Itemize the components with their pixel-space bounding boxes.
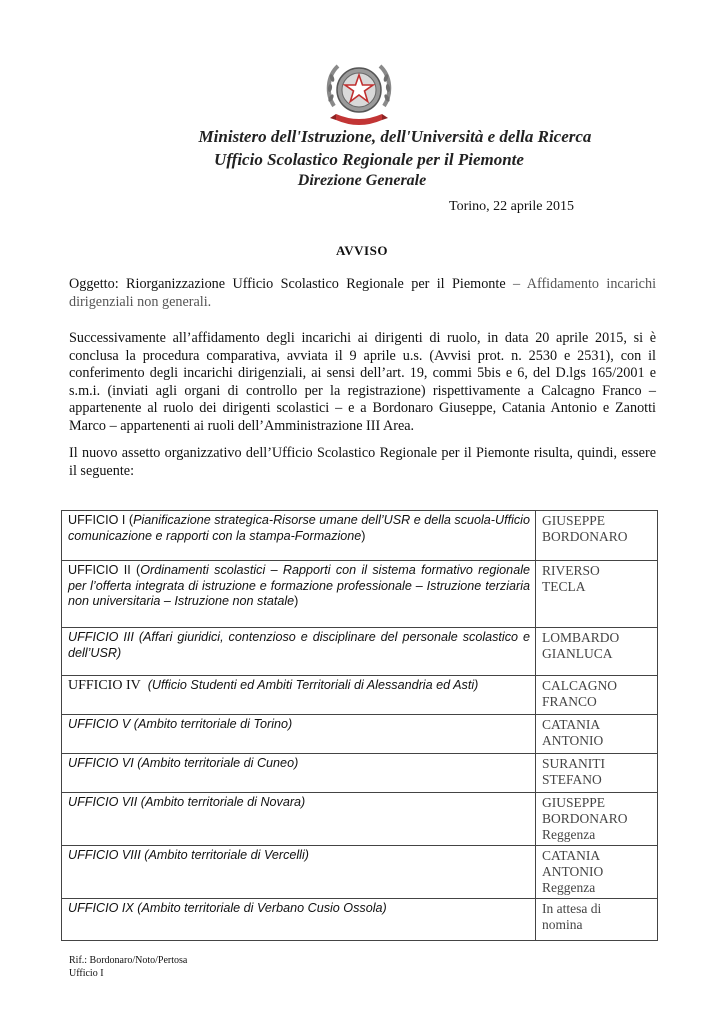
office-head: CATANIA ANTONIO	[536, 715, 658, 754]
office-scope: (Ambito territoriale di Cuneo)	[137, 756, 299, 770]
office-head: LOMBARDO GIANLUCA	[536, 628, 658, 676]
office-scope: (Ufficio Studenti ed Ambiti Territoriali di Alessandria ed Asti)	[147, 678, 479, 692]
office-head: RIVERSO TECLA	[536, 561, 658, 628]
office-description	[62, 676, 536, 715]
ministry-heading: Ministero dell'Istruzione, dell'Università e della Ricerca	[198, 127, 592, 146]
office-description: UFFICIO I (Pianificazione strategica-Risorse umane dell’USR e della scuola-Ufficio comunicazione e rapporti con la stampa-Formazione)	[62, 511, 536, 561]
table-row	[62, 511, 658, 561]
office-name: UFFICIO V	[68, 717, 131, 731]
office-head: CATANIA ANTONIO Reggenza	[536, 846, 658, 899]
table-row	[62, 899, 658, 941]
office-scope: (Ambito territoriale di Novara)	[140, 795, 306, 809]
offices-table	[61, 510, 658, 941]
table-row	[62, 715, 658, 754]
office-name: UFFICIO IV	[68, 678, 141, 693]
office-name: UFFICIO VI	[68, 756, 134, 770]
direction-heading: Direzione Generale	[297, 172, 427, 189]
table-row	[62, 628, 658, 676]
table-row	[62, 846, 658, 899]
office-description	[62, 846, 536, 899]
office-name: UFFICIO VII	[68, 795, 138, 809]
table-row	[62, 754, 658, 793]
document-date: Torino, 22 aprile 2015	[449, 199, 574, 214]
table-row	[62, 561, 658, 628]
table-row	[62, 793, 658, 846]
office-name: UFFICIO II	[68, 563, 131, 577]
body-paragraph-2: Il nuovo assetto organizzativo dell’Ufficio Scolastico Regionale per il Piemonte risulta, quindi, essere il seguente:	[69, 445, 656, 479]
office-name: UFFICIO VIII	[68, 848, 141, 862]
office-name: UFFICIO IX	[68, 901, 134, 915]
office-name: UFFICIO III	[68, 630, 134, 644]
office-scope: (Ambito territoriale di Vercelli)	[144, 848, 309, 862]
office-description	[62, 628, 536, 676]
office-description	[62, 754, 536, 793]
office-scope: Ordinamenti scolastici – Rapporti con il sistema formativo regionale per l’offerta integrata di istruzione e formazione professionale – Istruzione terziaria non universitaria – Istruzione non statale	[68, 563, 530, 608]
office-scope: Pianificazione strategica-Risorse umane dell’USR e della scuola-Ufficio comunicazione e rapporti con la stampa-Formazione	[68, 513, 530, 543]
office-head: In attesa di nomina	[536, 899, 658, 941]
office-name: UFFICIO I	[68, 513, 126, 527]
office-heading: Ufficio Scolastico Regionale per il Piemonte	[214, 150, 524, 169]
table-row	[62, 676, 658, 715]
italian-republic-emblem-icon	[322, 58, 396, 130]
subject-lead: Oggetto: Riorganizzazione Ufficio Scolastico Regionale per il Piemonte	[69, 276, 506, 292]
footer	[69, 954, 187, 980]
footer-reference: Rif.: Bordonaro/Noto/Pertosa	[69, 955, 188, 966]
office-description: UFFICIO II (Ordinamenti scolastici – Rapporti con il sistema formativo regionale per l’offerta integrata di istruzione e formazione professionale – Istruzione terziaria non universitaria – Istruzione non statale)	[62, 561, 536, 628]
subject-rest: – Affidamento incarichi dirigenziali non generali.	[69, 276, 657, 310]
office-scope: (Ambito territoriale di Verbano Cusio Ossola)	[137, 901, 387, 915]
subject-paragraph	[69, 276, 656, 311]
footer-office: Ufficio I	[69, 968, 104, 979]
office-description	[62, 715, 536, 754]
office-scope: (Ambito territoriale di Torino)	[133, 717, 293, 731]
office-head: GIUSEPPE BORDONARO Reggenza	[536, 793, 658, 846]
office-head: CALCAGNO FRANCO	[536, 676, 658, 715]
office-description	[62, 899, 536, 941]
office-scope: (Affari giuridici, contenzioso e disciplinare del personale scolastico e dell’USR)	[68, 630, 531, 660]
office-description	[62, 793, 536, 846]
body-paragraph-1: Successivamente all’affidamento degli incarichi ai dirigenti di ruolo, in data 20 aprile 2015, si è conclusa la procedura comparativa, avviata il 9 aprile u.s. (Avvisi prot. n. 2530 e 2531), con il conferimento degli incarichi dirigenziali, ai sensi dell’art. 19, commi 5bis e 6, del D.lgs 165/2001 e s.m.i. (inviati agli organi di controllo per la registrazione) rispettivamente a Calcagno Franco – appartenente al ruolo dei dirigenti scolastici – e a Bordonaro Giuseppe, Catania Antonio e Zanotti Marco – appartenenti ai ruoli dell’Amministrazione III Area.	[69, 330, 656, 434]
office-head: SURANITI STEFANO	[536, 754, 658, 793]
office-head: GIUSEPPE BORDONARO	[536, 511, 658, 561]
document-title: AVVISO	[336, 243, 388, 258]
